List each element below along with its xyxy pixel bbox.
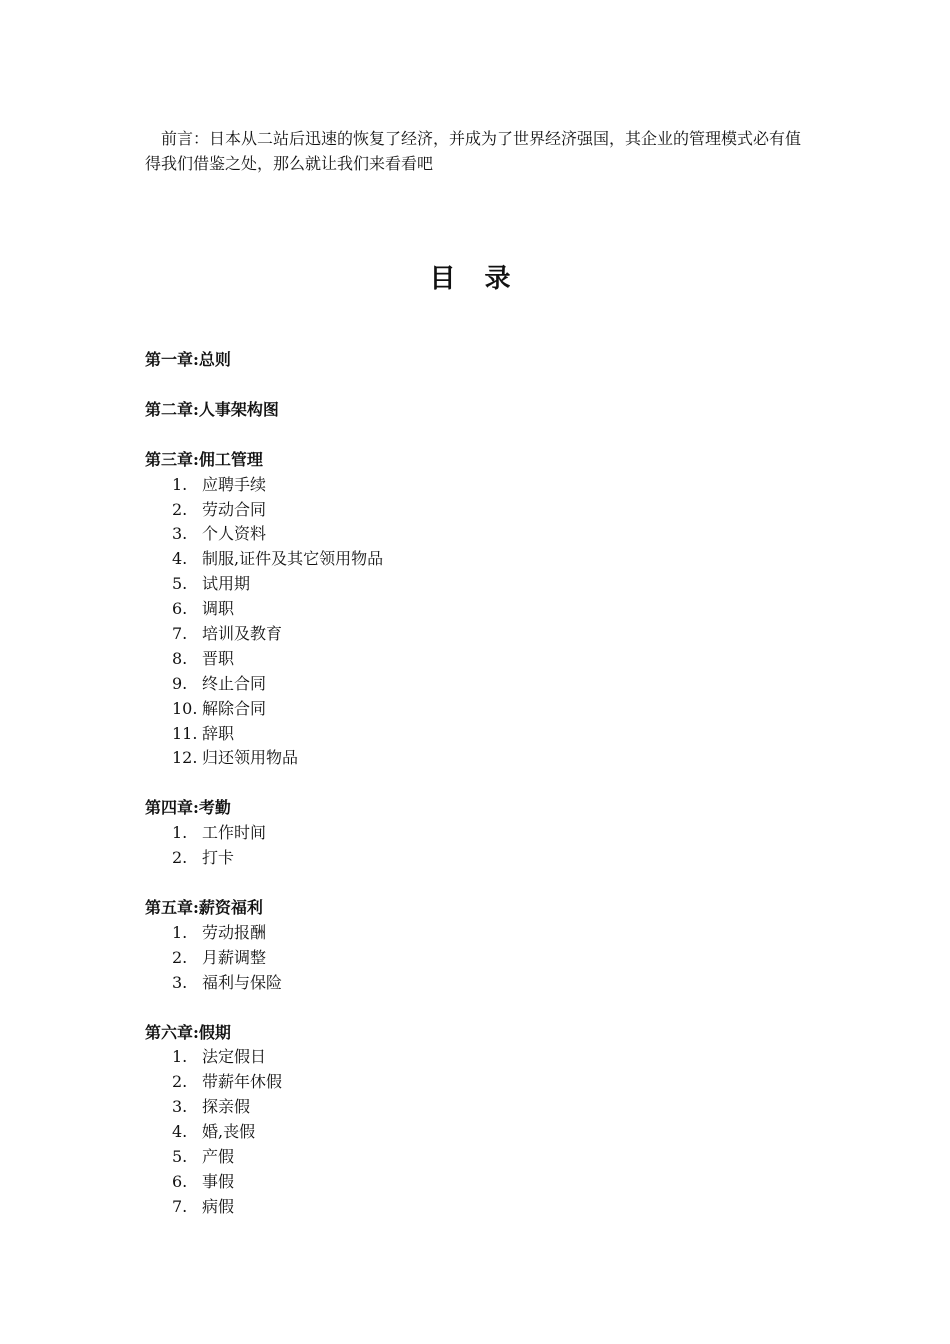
item-text: 晋职 — [202, 648, 235, 668]
chapter-title: 第一章:总则 — [145, 350, 231, 369]
item-number: 2. — [172, 848, 188, 868]
item-text: 调职 — [202, 599, 235, 619]
item-text: 辞职 — [202, 723, 235, 743]
item-number: 6. — [172, 599, 188, 619]
list-item — [145, 1045, 805, 1070]
item-text: 工作时间 — [202, 823, 267, 843]
list-item — [145, 1170, 805, 1195]
item-text: 制服,证件及其它领用物品 — [202, 549, 384, 569]
list-item — [145, 473, 805, 498]
list-item — [145, 746, 805, 771]
list-item — [145, 821, 805, 846]
item-number: 1. — [172, 1047, 188, 1067]
item-number: 5. — [172, 1147, 188, 1167]
item-number: 2. — [172, 1072, 188, 1092]
item-text: 事假 — [202, 1171, 235, 1191]
item-text: 劳动报酬 — [202, 922, 267, 942]
list-item — [145, 498, 805, 523]
item-number: 3. — [172, 972, 188, 992]
item-text: 劳动合同 — [202, 499, 267, 519]
item-text: 个人资料 — [202, 524, 267, 544]
item-number: 4. — [172, 549, 188, 569]
item-text: 福利与保险 — [202, 972, 283, 992]
item-number: 11. — [172, 723, 198, 743]
item-number: 8. — [172, 648, 188, 668]
list-item — [145, 622, 805, 647]
chapter-title: 第三章:佣工管理 — [145, 449, 263, 469]
toc-chapter — [145, 896, 805, 996]
list-item — [145, 647, 805, 672]
item-number: 3. — [172, 1097, 188, 1117]
toc-chapter — [145, 348, 805, 373]
list-item — [145, 1145, 805, 1170]
toc-title: 目 录 — [429, 264, 521, 294]
item-text: 月薪调整 — [202, 947, 267, 967]
item-text: 带薪年休假 — [202, 1072, 283, 1092]
item-number: 1. — [172, 474, 188, 494]
list-item — [145, 722, 805, 747]
list-item — [145, 597, 805, 622]
item-text: 探亲假 — [202, 1097, 251, 1117]
item-text: 解除合同 — [202, 698, 267, 718]
list-item — [145, 1070, 805, 1095]
item-number: 3. — [172, 524, 188, 544]
item-text: 法定假日 — [202, 1047, 267, 1067]
list-item — [145, 697, 805, 722]
list-item — [145, 946, 805, 971]
item-text: 培训及教育 — [202, 624, 283, 644]
item-number: 12. — [172, 748, 198, 768]
list-item — [145, 522, 805, 547]
table-of-contents — [145, 348, 805, 1245]
list-item — [145, 547, 805, 572]
item-text: 终止合同 — [202, 673, 267, 693]
item-text: 打卡 — [202, 848, 235, 868]
item-number: 9. — [172, 673, 188, 693]
list-item — [145, 846, 805, 871]
item-text: 产假 — [202, 1147, 235, 1167]
toc-chapter — [145, 448, 805, 772]
chapter-item-list — [145, 821, 805, 871]
item-number: 2. — [172, 499, 188, 519]
toc-chapter — [145, 1021, 805, 1220]
list-item — [145, 672, 805, 697]
item-number: 10. — [172, 698, 198, 718]
item-text: 婚,丧假 — [202, 1122, 256, 1142]
item-text: 应聘手续 — [202, 474, 267, 494]
item-text: 试用期 — [202, 574, 251, 594]
chapter-item-list — [145, 473, 805, 772]
toc-chapter — [145, 796, 805, 871]
preface-paragraph: 前言：日本从二站后迅速的恢复了经济，并成为了世界经济强国，其企业的管理模式必有值得我们借鉴之处，那么就让我们来看看吧 — [145, 129, 802, 173]
chapter-title: 第六章:假期 — [145, 1022, 231, 1042]
item-number: 1. — [172, 823, 188, 843]
item-text: 归还领用物品 — [202, 748, 299, 768]
item-number: 7. — [172, 624, 188, 644]
chapter-title: 第二章:人事架构图 — [145, 399, 279, 419]
list-item — [145, 921, 805, 946]
item-number: 5. — [172, 574, 188, 594]
item-number: 1. — [172, 922, 188, 942]
list-item — [145, 971, 805, 996]
chapter-item-list — [145, 921, 805, 996]
chapter-title: 第四章:考勤 — [145, 798, 231, 818]
item-text: 病假 — [202, 1196, 235, 1216]
list-item — [145, 1095, 805, 1120]
item-number: 4. — [172, 1122, 188, 1142]
chapter-item-list — [145, 1045, 805, 1219]
chapter-title: 第五章:薪资福利 — [145, 898, 263, 918]
item-number: 2. — [172, 947, 188, 967]
item-number: 6. — [172, 1171, 188, 1191]
list-item — [145, 1195, 805, 1220]
item-number: 7. — [172, 1196, 188, 1216]
toc-chapter — [145, 398, 805, 423]
list-item — [145, 572, 805, 597]
list-item — [145, 1120, 805, 1145]
